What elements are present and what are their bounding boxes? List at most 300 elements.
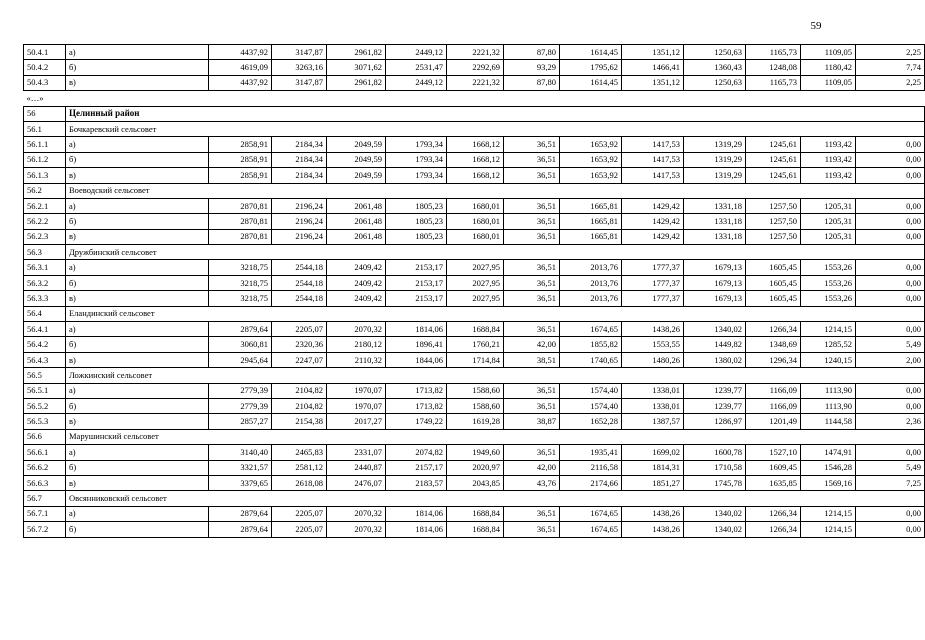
- value-cell: 3140,40: [209, 445, 272, 460]
- value-cell: 1749,22: [386, 414, 447, 429]
- value-cell: 1851,27: [622, 475, 684, 490]
- value-cell: 1245,61: [746, 168, 801, 183]
- value-cell: 1896,41: [386, 337, 447, 352]
- value-cell: 36,51: [504, 445, 560, 460]
- value-cell: 1466,41: [622, 60, 684, 75]
- council-heading-row: [24, 429, 925, 444]
- tariff-table: [23, 44, 925, 538]
- council-heading-row: [24, 121, 925, 136]
- page-number: 59: [810, 20, 822, 32]
- value-cell: 2879,64: [209, 322, 272, 337]
- value-cell: 2049,59: [327, 168, 386, 183]
- value-cell: 1266,34: [746, 506, 801, 521]
- value-cell: 36,51: [504, 322, 560, 337]
- value-cell: 1166,09: [746, 383, 801, 398]
- table-row: [24, 75, 925, 90]
- table-body: [24, 45, 925, 538]
- value-cell: 0,00: [856, 214, 925, 229]
- value-cell: 1574,40: [560, 383, 622, 398]
- value-cell: 1714,84: [447, 352, 504, 367]
- value-cell: 0,00: [856, 275, 925, 290]
- council-heading-row: [24, 491, 925, 506]
- value-cell: 2449,12: [386, 75, 447, 90]
- ellipsis-row: [24, 91, 925, 106]
- value-cell: 2449,12: [386, 45, 447, 60]
- row-code: 56.6: [24, 429, 66, 444]
- table-row: [24, 475, 925, 490]
- row-variant: б): [66, 152, 209, 167]
- value-cell: 5,49: [856, 460, 925, 475]
- value-cell: 0,00: [856, 506, 925, 521]
- value-cell: 2196,24: [272, 214, 327, 229]
- value-cell: 1600,78: [684, 445, 746, 460]
- value-cell: 1205,31: [801, 229, 856, 244]
- value-cell: 2110,32: [327, 352, 386, 367]
- row-code: 56.7: [24, 491, 66, 506]
- value-cell: 2961,82: [327, 75, 386, 90]
- value-cell: 36,51: [504, 260, 560, 275]
- row-variant: в): [66, 168, 209, 183]
- district-heading-row: [24, 106, 925, 121]
- section-title: Воеводский сельсовет: [66, 183, 925, 198]
- value-cell: 1588,60: [447, 398, 504, 413]
- value-cell: 2013,76: [560, 291, 622, 306]
- value-cell: 36,51: [504, 398, 560, 413]
- value-cell: 1257,50: [746, 198, 801, 213]
- value-cell: 2061,48: [327, 214, 386, 229]
- value-cell: 43,76: [504, 475, 560, 490]
- value-cell: 0,00: [856, 522, 925, 537]
- value-cell: 1438,26: [622, 322, 684, 337]
- row-variant: в): [66, 229, 209, 244]
- row-code: 50.4.1: [24, 45, 66, 60]
- value-cell: 2020,97: [447, 460, 504, 475]
- value-cell: 1296,34: [746, 352, 801, 367]
- value-cell: 0,00: [856, 383, 925, 398]
- value-cell: 2184,34: [272, 137, 327, 152]
- table-row: [24, 383, 925, 398]
- value-cell: 87,80: [504, 45, 560, 60]
- row-variant: а): [66, 137, 209, 152]
- value-cell: 1653,92: [560, 137, 622, 152]
- value-cell: 1688,84: [447, 522, 504, 537]
- value-cell: 1338,01: [622, 383, 684, 398]
- value-cell: 2581,12: [272, 460, 327, 475]
- value-cell: 1285,52: [801, 337, 856, 352]
- value-cell: 2320,36: [272, 337, 327, 352]
- value-cell: 2858,91: [209, 168, 272, 183]
- value-cell: 1740,65: [560, 352, 622, 367]
- value-cell: 0,00: [856, 229, 925, 244]
- value-cell: 1201,49: [746, 414, 801, 429]
- row-code: 56.5.3: [24, 414, 66, 429]
- row-code: 56.1.3: [24, 168, 66, 183]
- value-cell: 2183,57: [386, 475, 447, 490]
- value-cell: 0,00: [856, 322, 925, 337]
- value-cell: 36,51: [504, 506, 560, 521]
- value-cell: 1266,34: [746, 322, 801, 337]
- value-cell: 2409,42: [327, 275, 386, 290]
- value-cell: 1814,06: [386, 522, 447, 537]
- row-variant: а): [66, 45, 209, 60]
- value-cell: 2857,27: [209, 414, 272, 429]
- council-heading-row: [24, 306, 925, 321]
- value-cell: 1605,45: [746, 260, 801, 275]
- value-cell: 1652,28: [560, 414, 622, 429]
- value-cell: 1480,26: [622, 352, 684, 367]
- row-code: 56.6.2: [24, 460, 66, 475]
- value-cell: 1109,05: [801, 45, 856, 60]
- value-cell: 2184,34: [272, 168, 327, 183]
- value-cell: 36,51: [504, 137, 560, 152]
- value-cell: 1331,18: [684, 229, 746, 244]
- row-code: 56.5: [24, 368, 66, 383]
- value-cell: 36,51: [504, 229, 560, 244]
- table-row: [24, 291, 925, 306]
- value-cell: 1250,63: [684, 45, 746, 60]
- value-cell: 2879,64: [209, 506, 272, 521]
- value-cell: 1805,23: [386, 229, 447, 244]
- value-cell: 2061,48: [327, 198, 386, 213]
- value-cell: 1674,65: [560, 322, 622, 337]
- value-cell: 1777,37: [622, 275, 684, 290]
- value-cell: 2247,07: [272, 352, 327, 367]
- row-variant: в): [66, 352, 209, 367]
- value-cell: 5,49: [856, 337, 925, 352]
- value-cell: 2870,81: [209, 214, 272, 229]
- value-cell: 2870,81: [209, 198, 272, 213]
- section-title: Марушинский сельсовет: [66, 429, 925, 444]
- value-cell: 1609,45: [746, 460, 801, 475]
- value-cell: 2174,66: [560, 475, 622, 490]
- row-variant: в): [66, 291, 209, 306]
- value-cell: 1710,58: [684, 460, 746, 475]
- value-cell: 1417,53: [622, 152, 684, 167]
- value-cell: 2070,32: [327, 522, 386, 537]
- row-code: 56.2.2: [24, 214, 66, 229]
- value-cell: 2104,82: [272, 398, 327, 413]
- value-cell: 2070,32: [327, 506, 386, 521]
- value-cell: 1193,42: [801, 137, 856, 152]
- value-cell: 1653,92: [560, 152, 622, 167]
- value-cell: 1438,26: [622, 522, 684, 537]
- value-cell: 2858,91: [209, 137, 272, 152]
- value-cell: 1745,78: [684, 475, 746, 490]
- value-cell: 0,00: [856, 198, 925, 213]
- row-code: 56.3: [24, 245, 66, 260]
- value-cell: 1668,12: [447, 152, 504, 167]
- value-cell: 1165,73: [746, 75, 801, 90]
- row-variant: в): [66, 475, 209, 490]
- value-cell: 2779,39: [209, 398, 272, 413]
- value-cell: 1574,40: [560, 398, 622, 413]
- value-cell: 2,25: [856, 45, 925, 60]
- row-code: 56: [24, 106, 66, 121]
- table-row: [24, 506, 925, 521]
- row-code: 56.6.3: [24, 475, 66, 490]
- value-cell: 1680,01: [447, 229, 504, 244]
- value-cell: 1257,50: [746, 229, 801, 244]
- section-title: Дружбинский сельсовет: [66, 245, 925, 260]
- value-cell: 1680,01: [447, 214, 504, 229]
- row-code: 56.1.1: [24, 137, 66, 152]
- value-cell: 3321,57: [209, 460, 272, 475]
- value-cell: 1474,91: [801, 445, 856, 460]
- value-cell: 2409,42: [327, 260, 386, 275]
- value-cell: 4437,92: [209, 75, 272, 90]
- value-cell: 1360,43: [684, 60, 746, 75]
- value-cell: 2104,82: [272, 383, 327, 398]
- value-cell: 1113,90: [801, 383, 856, 398]
- value-cell: 2027,95: [447, 260, 504, 275]
- value-cell: 2440,87: [327, 460, 386, 475]
- value-cell: 1674,65: [560, 522, 622, 537]
- row-variant: в): [66, 414, 209, 429]
- value-cell: 0,00: [856, 168, 925, 183]
- value-cell: 2779,39: [209, 383, 272, 398]
- value-cell: 2961,82: [327, 45, 386, 60]
- value-cell: 1679,13: [684, 275, 746, 290]
- value-cell: 1214,15: [801, 506, 856, 521]
- value-cell: 1214,15: [801, 522, 856, 537]
- value-cell: 87,80: [504, 75, 560, 90]
- council-heading-row: [24, 245, 925, 260]
- value-cell: 2061,48: [327, 229, 386, 244]
- table-row: [24, 229, 925, 244]
- value-cell: 1713,82: [386, 398, 447, 413]
- value-cell: 1214,15: [801, 322, 856, 337]
- value-cell: 1546,28: [801, 460, 856, 475]
- value-cell: 1588,60: [447, 383, 504, 398]
- value-cell: 2409,42: [327, 291, 386, 306]
- table-row: [24, 522, 925, 537]
- table-row: [24, 137, 925, 152]
- value-cell: 3263,16: [272, 60, 327, 75]
- value-cell: 2157,17: [386, 460, 447, 475]
- council-heading-row: [24, 183, 925, 198]
- row-code: 56.3.1: [24, 260, 66, 275]
- table-row: [24, 275, 925, 290]
- table-row: [24, 337, 925, 352]
- value-cell: 1165,73: [746, 45, 801, 60]
- value-cell: 2205,07: [272, 322, 327, 337]
- value-cell: 1351,12: [622, 75, 684, 90]
- value-cell: 1665,81: [560, 214, 622, 229]
- value-cell: 1240,15: [801, 352, 856, 367]
- value-cell: 4619,09: [209, 60, 272, 75]
- value-cell: 1855,82: [560, 337, 622, 352]
- value-cell: 36,51: [504, 522, 560, 537]
- value-cell: 2153,17: [386, 260, 447, 275]
- value-cell: 3218,75: [209, 291, 272, 306]
- value-cell: 1193,42: [801, 152, 856, 167]
- value-cell: 36,51: [504, 275, 560, 290]
- value-cell: 3147,87: [272, 45, 327, 60]
- value-cell: 1429,42: [622, 214, 684, 229]
- value-cell: 1286,97: [684, 414, 746, 429]
- value-cell: 3147,87: [272, 75, 327, 90]
- value-cell: 36,51: [504, 198, 560, 213]
- value-cell: 1351,12: [622, 45, 684, 60]
- table-row: [24, 352, 925, 367]
- value-cell: 2465,83: [272, 445, 327, 460]
- value-cell: 0,00: [856, 260, 925, 275]
- value-cell: 1674,65: [560, 506, 622, 521]
- value-cell: 1777,37: [622, 291, 684, 306]
- row-code: 56.2.1: [24, 198, 66, 213]
- value-cell: 1679,13: [684, 291, 746, 306]
- value-cell: 1569,16: [801, 475, 856, 490]
- row-variant: б): [66, 275, 209, 290]
- value-cell: 1805,23: [386, 214, 447, 229]
- row-variant: а): [66, 445, 209, 460]
- table-row: [24, 214, 925, 229]
- row-variant: а): [66, 506, 209, 521]
- value-cell: 1348,69: [746, 337, 801, 352]
- value-cell: 1605,45: [746, 275, 801, 290]
- value-cell: 1553,26: [801, 260, 856, 275]
- value-cell: 7,74: [856, 60, 925, 75]
- value-cell: 1205,31: [801, 198, 856, 213]
- value-cell: 1777,37: [622, 260, 684, 275]
- value-cell: 1319,29: [684, 152, 746, 167]
- value-cell: 1760,21: [447, 337, 504, 352]
- row-variant: б): [66, 60, 209, 75]
- value-cell: 36,51: [504, 383, 560, 398]
- value-cell: 2331,07: [327, 445, 386, 460]
- value-cell: 36,51: [504, 168, 560, 183]
- value-cell: 1331,18: [684, 198, 746, 213]
- value-cell: 1205,31: [801, 214, 856, 229]
- row-variant: б): [66, 398, 209, 413]
- table-row: [24, 322, 925, 337]
- value-cell: 2221,32: [447, 75, 504, 90]
- section-title: Целинный район: [66, 106, 925, 121]
- value-cell: 2945,64: [209, 352, 272, 367]
- row-code: 56.7.2: [24, 522, 66, 537]
- value-cell: 4437,92: [209, 45, 272, 60]
- value-cell: 2154,38: [272, 414, 327, 429]
- value-cell: 1553,55: [622, 337, 684, 352]
- table-row: [24, 398, 925, 413]
- row-code: 56.4.1: [24, 322, 66, 337]
- value-cell: 1665,81: [560, 198, 622, 213]
- value-cell: 1553,26: [801, 291, 856, 306]
- value-cell: 2074,82: [386, 445, 447, 460]
- value-cell: 2027,95: [447, 291, 504, 306]
- value-cell: 1793,34: [386, 152, 447, 167]
- row-code: 50.4.2: [24, 60, 66, 75]
- value-cell: 1605,45: [746, 291, 801, 306]
- value-cell: 1970,07: [327, 383, 386, 398]
- value-cell: 2,25: [856, 75, 925, 90]
- value-cell: 2858,91: [209, 152, 272, 167]
- value-cell: 2027,95: [447, 275, 504, 290]
- row-code: 56.3.2: [24, 275, 66, 290]
- value-cell: 1668,12: [447, 168, 504, 183]
- value-cell: 0,00: [856, 445, 925, 460]
- table-row: [24, 198, 925, 213]
- row-code: 56.1: [24, 121, 66, 136]
- council-heading-row: [24, 368, 925, 383]
- value-cell: 1166,09: [746, 398, 801, 413]
- value-cell: 3379,65: [209, 475, 272, 490]
- row-code: 56.2.3: [24, 229, 66, 244]
- value-cell: 2879,64: [209, 522, 272, 537]
- section-title: Бочкаревский сельсовет: [66, 121, 925, 136]
- value-cell: 2,36: [856, 414, 925, 429]
- table-row: [24, 260, 925, 275]
- row-code: 56.4: [24, 306, 66, 321]
- value-cell: 1699,02: [622, 445, 684, 460]
- value-cell: 3071,62: [327, 60, 386, 75]
- value-cell: 2043,85: [447, 475, 504, 490]
- value-cell: 1338,01: [622, 398, 684, 413]
- value-cell: 7,25: [856, 475, 925, 490]
- value-cell: 1793,34: [386, 168, 447, 183]
- value-cell: 1248,08: [746, 60, 801, 75]
- value-cell: 1814,06: [386, 322, 447, 337]
- value-cell: 2,00: [856, 352, 925, 367]
- row-variant: а): [66, 383, 209, 398]
- row-variant: а): [66, 260, 209, 275]
- value-cell: 2205,07: [272, 522, 327, 537]
- value-cell: 1795,62: [560, 60, 622, 75]
- value-cell: 2196,24: [272, 198, 327, 213]
- value-cell: 1653,92: [560, 168, 622, 183]
- section-title: Овсянниковский сельсовет: [66, 491, 925, 506]
- value-cell: 1814,31: [622, 460, 684, 475]
- table-row: [24, 445, 925, 460]
- value-cell: 1429,42: [622, 229, 684, 244]
- value-cell: 1250,63: [684, 75, 746, 90]
- value-cell: 1688,84: [447, 322, 504, 337]
- value-cell: 1553,26: [801, 275, 856, 290]
- value-cell: 1331,18: [684, 214, 746, 229]
- row-code: 56.3.3: [24, 291, 66, 306]
- value-cell: 1340,02: [684, 322, 746, 337]
- value-cell: 1527,10: [746, 445, 801, 460]
- value-cell: 1688,84: [447, 506, 504, 521]
- value-cell: 1113,90: [801, 398, 856, 413]
- value-cell: 1429,42: [622, 198, 684, 213]
- value-cell: 1266,34: [746, 522, 801, 537]
- value-cell: 2017,27: [327, 414, 386, 429]
- value-cell: 1245,61: [746, 137, 801, 152]
- value-cell: 1417,53: [622, 168, 684, 183]
- value-cell: 1679,13: [684, 260, 746, 275]
- value-cell: 0,00: [856, 152, 925, 167]
- value-cell: 1844,06: [386, 352, 447, 367]
- value-cell: 38,87: [504, 414, 560, 429]
- value-cell: 2544,18: [272, 260, 327, 275]
- value-cell: 36,51: [504, 291, 560, 306]
- value-cell: 1449,82: [684, 337, 746, 352]
- row-code: 56.1.2: [24, 152, 66, 167]
- value-cell: 1239,77: [684, 398, 746, 413]
- value-cell: 1180,42: [801, 60, 856, 75]
- value-cell: 1680,01: [447, 198, 504, 213]
- value-cell: 1668,12: [447, 137, 504, 152]
- value-cell: 3218,75: [209, 260, 272, 275]
- value-cell: 3218,75: [209, 275, 272, 290]
- value-cell: 1935,41: [560, 445, 622, 460]
- value-cell: 42,00: [504, 460, 560, 475]
- value-cell: 2180,12: [327, 337, 386, 352]
- value-cell: 1970,07: [327, 398, 386, 413]
- value-cell: 42,00: [504, 337, 560, 352]
- row-variant: б): [66, 214, 209, 229]
